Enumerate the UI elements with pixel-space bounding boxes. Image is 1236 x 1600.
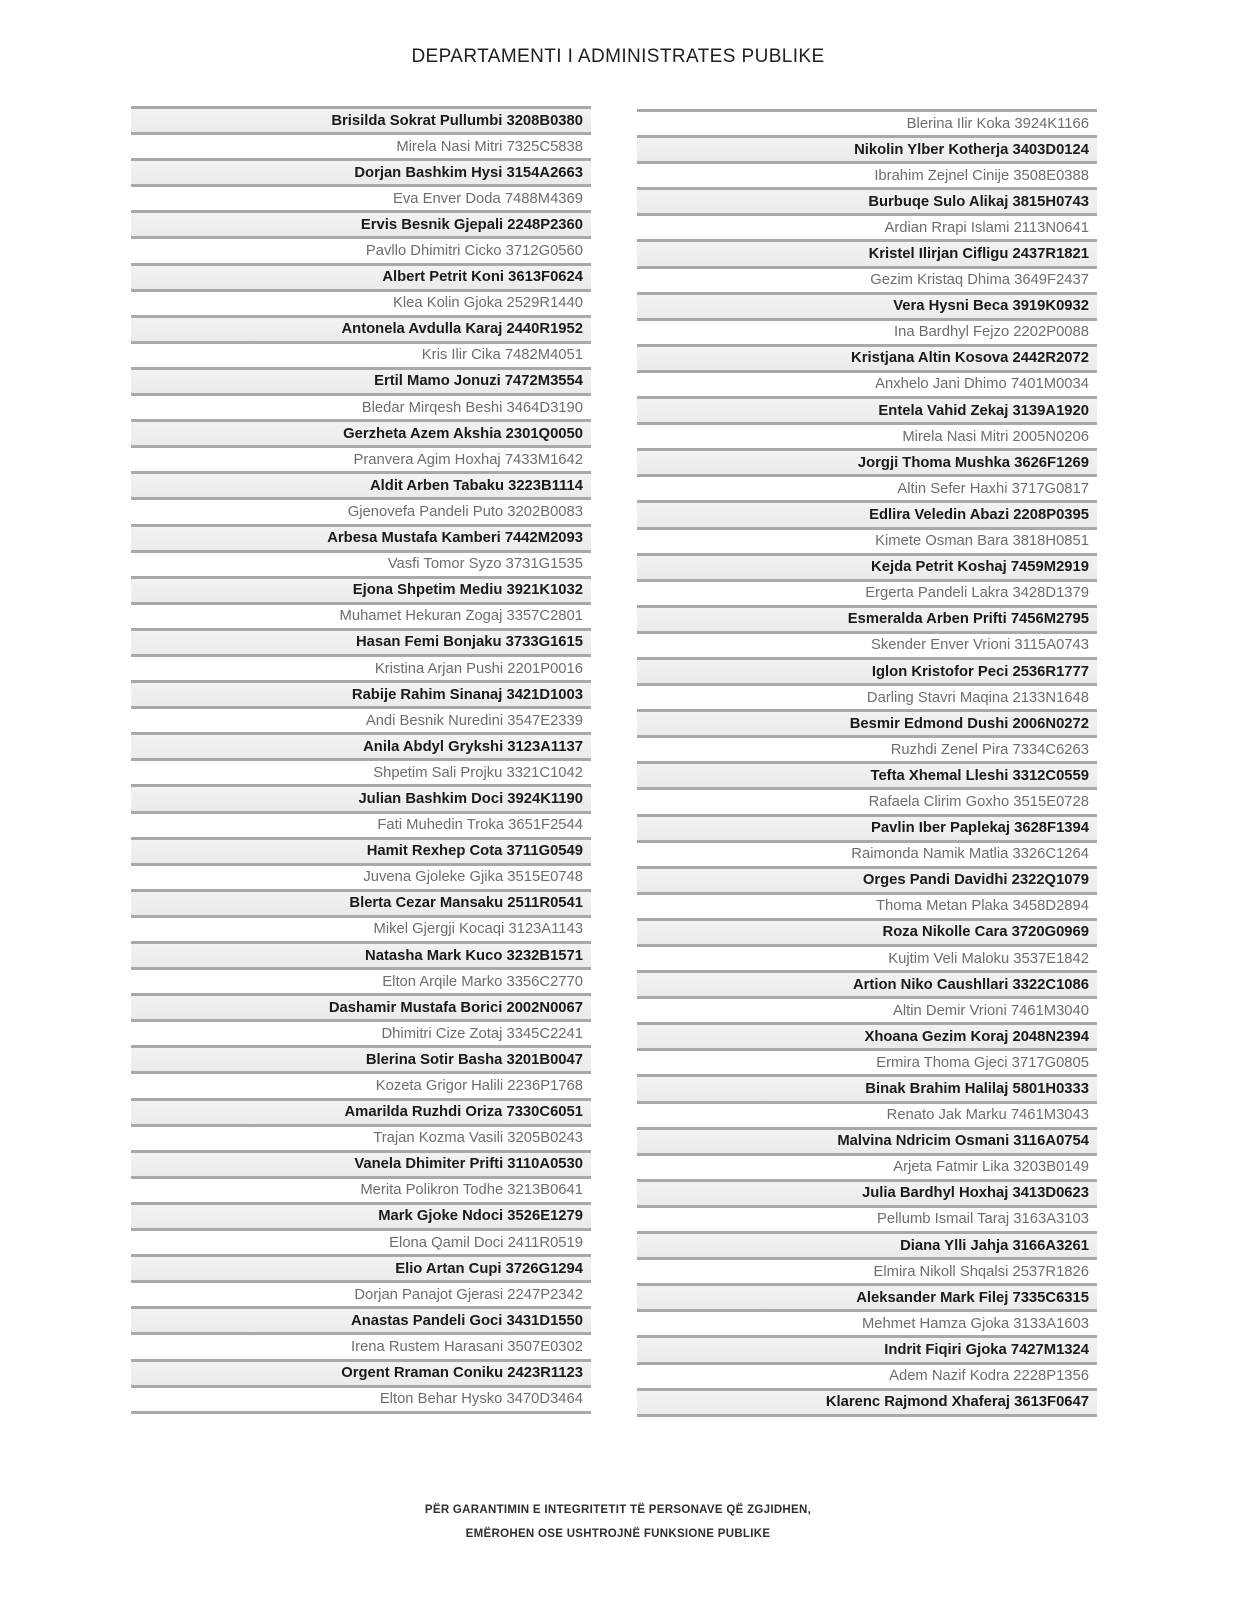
list-item: Nikolin Ylber Kotherja 3403D0124: [637, 138, 1097, 164]
list-item: Dashamir Mustafa Borici 2002N0067: [131, 996, 591, 1022]
list-item: Ervis Besnik Gjepali 2248P2360: [131, 213, 591, 239]
list-item: Mirela Nasi Mitri 7325C5838: [131, 135, 591, 161]
list-item: Pellumb Ismail Taraj 3163A3103: [637, 1208, 1097, 1234]
list-item: Kris Ilir Cika 7482M4051: [131, 344, 591, 370]
list-item: Merita Polikron Todhe 3213B0641: [131, 1179, 591, 1205]
list-item: Antonela Avdulla Karaj 2440R1952: [131, 318, 591, 344]
list-item: Arjeta Fatmir Lika 3203B0149: [637, 1156, 1097, 1182]
list-item: Hamit Rexhep Cota 3711G0549: [131, 840, 591, 866]
list-item: Bledar Mirqesh Beshi 3464D3190: [131, 396, 591, 422]
list-item: Kejda Petrit Koshaj 7459M2919: [637, 556, 1097, 582]
list-item: Natasha Mark Kuco 3232B1571: [131, 944, 591, 970]
list-item: Pavlin Iber Paplekaj 3628F1394: [637, 817, 1097, 843]
list-item: Roza Nikolle Cara 3720G0969: [637, 921, 1097, 947]
list-item: Artion Niko Caushllari 3322C1086: [637, 973, 1097, 999]
list-item: Blerta Cezar Mansaku 2511R0541: [131, 892, 591, 918]
list-item: Besmir Edmond Dushi 2006N0272: [637, 712, 1097, 738]
list-item: Altin Sefer Haxhi 3717G0817: [637, 477, 1097, 503]
page-title: DEPARTAMENTI I ADMINISTRATES PUBLIKE: [411, 46, 825, 67]
list-item: Dhimitri Cize Zotaj 3345C2241: [131, 1022, 591, 1048]
list-item: Burbuqe Sulo Alikaj 3815H0743: [637, 190, 1097, 216]
list-item: Rabije Rahim Sinanaj 3421D1003: [131, 683, 591, 709]
list-item: Shpetim Sali Projku 3321C1042: [131, 761, 591, 787]
list-item: Ertil Mamo Jonuzi 7472M3554: [131, 370, 591, 396]
list-item: Kristjana Altin Kosova 2442R2072: [637, 347, 1097, 373]
list-item: Malvina Ndricim Osmani 3116A0754: [637, 1130, 1097, 1156]
list-item: Kristel Ilirjan Cifligu 2437R1821: [637, 242, 1097, 268]
name-list-left: [131, 106, 591, 1414]
list-item: Kristina Arjan Pushi 2201P0016: [131, 657, 591, 683]
list-item: Dorjan Bashkim Hysi 3154A2663: [131, 161, 591, 187]
list-item: Elio Artan Cupi 3726G1294: [131, 1257, 591, 1283]
list-item: Elton Arqile Marko 3356C2770: [131, 970, 591, 996]
list-item: Gezim Kristaq Dhima 3649F2437: [637, 269, 1097, 295]
list-item: Jorgji Thoma Mushka 3626F1269: [637, 451, 1097, 477]
list-item: Blerina Ilir Koka 3924K1166: [637, 112, 1097, 138]
list-item: Ermira Thoma Gjeci 3717G0805: [637, 1051, 1097, 1077]
list-item: Hasan Femi Bonjaku 3733G1615: [131, 631, 591, 657]
list-item: Ardian Rrapi Islami 2113N0641: [637, 216, 1097, 242]
list-item: Binak Brahim Halilaj 5801H0333: [637, 1077, 1097, 1103]
list-item: Diana Ylli Jahja 3166A3261: [637, 1234, 1097, 1260]
list-item: Klarenc Rajmond Xhaferaj 3613F0647: [637, 1391, 1097, 1417]
list-item: Iglon Kristofor Peci 2536R1777: [637, 660, 1097, 686]
list-item: Gerzheta Azem Akshia 2301Q0050: [131, 422, 591, 448]
list-item: Mirela Nasi Mitri 2005N0206: [637, 425, 1097, 451]
list-item: Vera Hysni Beca 3919K0932: [637, 295, 1097, 321]
list-item: Ina Bardhyl Fejzo 2202P0088: [637, 321, 1097, 347]
list-item: Raimonda Namik Matlia 3326C1264: [637, 843, 1097, 869]
name-list-right: [637, 109, 1097, 1417]
list-item: Andi Besnik Nuredini 3547E2339: [131, 709, 591, 735]
list-item: Entela Vahid Zekaj 3139A1920: [637, 399, 1097, 425]
list-item: Renato Jak Marku 7461M3043: [637, 1104, 1097, 1130]
list-item: Albert Petrit Koni 3613F0624: [131, 266, 591, 292]
list-item: Julia Bardhyl Hoxhaj 3413D0623: [637, 1182, 1097, 1208]
list-item: Ibrahim Zejnel Cinije 3508E0388: [637, 164, 1097, 190]
list-item: Mehmet Hamza Gjoka 3133A1603: [637, 1312, 1097, 1338]
list-item: Esmeralda Arben Prifti 7456M2795: [637, 608, 1097, 634]
list-item: Julian Bashkim Doci 3924K1190: [131, 787, 591, 813]
footer-line-2: EMËROHEN OSE USHTROJNË FUNKSIONE PUBLIKE: [465, 1528, 771, 1540]
list-item: Skender Enver Vrioni 3115A0743: [637, 634, 1097, 660]
list-item: Arbesa Mustafa Kamberi 7442M2093: [131, 527, 591, 553]
list-item: Elmira Nikoll Shqalsi 2537R1826: [637, 1260, 1097, 1286]
list-item: Gjenovefa Pandeli Puto 3202B0083: [131, 500, 591, 526]
list-item: Trajan Kozma Vasili 3205B0243: [131, 1127, 591, 1153]
list-item: Mikel Gjergji Kocaqi 3123A1143: [131, 918, 591, 944]
list-item: Xhoana Gezim Koraj 2048N2394: [637, 1025, 1097, 1051]
list-item: Aldit Arben Tabaku 3223B1114: [131, 474, 591, 500]
footer-line-1: PËR GARANTIMIN E INTEGRITETIT TË PERSONAVE QË ZGJIDHEN,: [424, 1504, 812, 1516]
list-item: Aleksander Mark Filej 7335C6315: [637, 1286, 1097, 1312]
list-item: Elton Behar Hysko 3470D3464: [131, 1388, 591, 1414]
list-item: Ejona Shpetim Mediu 3921K1032: [131, 579, 591, 605]
list-item: Anxhelo Jani Dhimo 7401M0034: [637, 373, 1097, 399]
list-item: Kujtim Veli Maloku 3537E1842: [637, 947, 1097, 973]
list-item: Muhamet Hekuran Zogaj 3357C2801: [131, 605, 591, 631]
list-item: Orgent Rraman Coniku 2423R1123: [131, 1362, 591, 1388]
list-item: Vasfi Tomor Syzo 3731G1535: [131, 553, 591, 579]
list-item: Thoma Metan Plaka 3458D2894: [637, 895, 1097, 921]
list-item: Amarilda Ruzhdi Oriza 7330C6051: [131, 1101, 591, 1127]
list-item: Ergerta Pandeli Lakra 3428D1379: [637, 582, 1097, 608]
list-item: Anila Abdyl Grykshi 3123A1137: [131, 735, 591, 761]
list-item: Elona Qamil Doci 2411R0519: [131, 1231, 591, 1257]
list-item: Kimete Osman Bara 3818H0851: [637, 530, 1097, 556]
list-item: Altin Demir Vrioni 7461M3040: [637, 999, 1097, 1025]
list-item: Eva Enver Doda 7488M4369: [131, 187, 591, 213]
list-item: Irena Rustem Harasani 3507E0302: [131, 1335, 591, 1361]
list-item: Ruzhdi Zenel Pira 7334C6263: [637, 738, 1097, 764]
list-item: Brisilda Sokrat Pullumbi 3208B0380: [131, 109, 591, 135]
list-item: Rafaela Clirim Goxho 3515E0728: [637, 790, 1097, 816]
list-item: Pavllo Dhimitri Cicko 3712G0560: [131, 239, 591, 265]
list-item: Fati Muhedin Troka 3651F2544: [131, 814, 591, 840]
list-item: Klea Kolin Gjoka 2529R1440: [131, 292, 591, 318]
list-item: Adem Nazif Kodra 2228P1356: [637, 1365, 1097, 1391]
page-footer: [0, 1498, 1236, 1546]
list-item: Juvena Gjoleke Gjika 3515E0748: [131, 866, 591, 892]
list-item: Edlira Veledin Abazi 2208P0395: [637, 503, 1097, 529]
list-item: Tefta Xhemal Lleshi 3312C0559: [637, 764, 1097, 790]
list-item: Darling Stavri Maqina 2133N1648: [637, 686, 1097, 712]
list-item: Dorjan Panajot Gjerasi 2247P2342: [131, 1283, 591, 1309]
list-item: Pranvera Agim Hoxhaj 7433M1642: [131, 448, 591, 474]
list-item: Blerina Sotir Basha 3201B0047: [131, 1048, 591, 1074]
list-item: Vanela Dhimiter Prifti 3110A0530: [131, 1153, 591, 1179]
list-item: Indrit Fiqiri Gjoka 7427M1324: [637, 1338, 1097, 1364]
list-item: Kozeta Grigor Halili 2236P1768: [131, 1074, 591, 1100]
list-item: Anastas Pandeli Goci 3431D1550: [131, 1309, 591, 1335]
list-item: Orges Pandi Davidhi 2322Q1079: [637, 869, 1097, 895]
list-item: Mark Gjoke Ndoci 3526E1279: [131, 1205, 591, 1231]
